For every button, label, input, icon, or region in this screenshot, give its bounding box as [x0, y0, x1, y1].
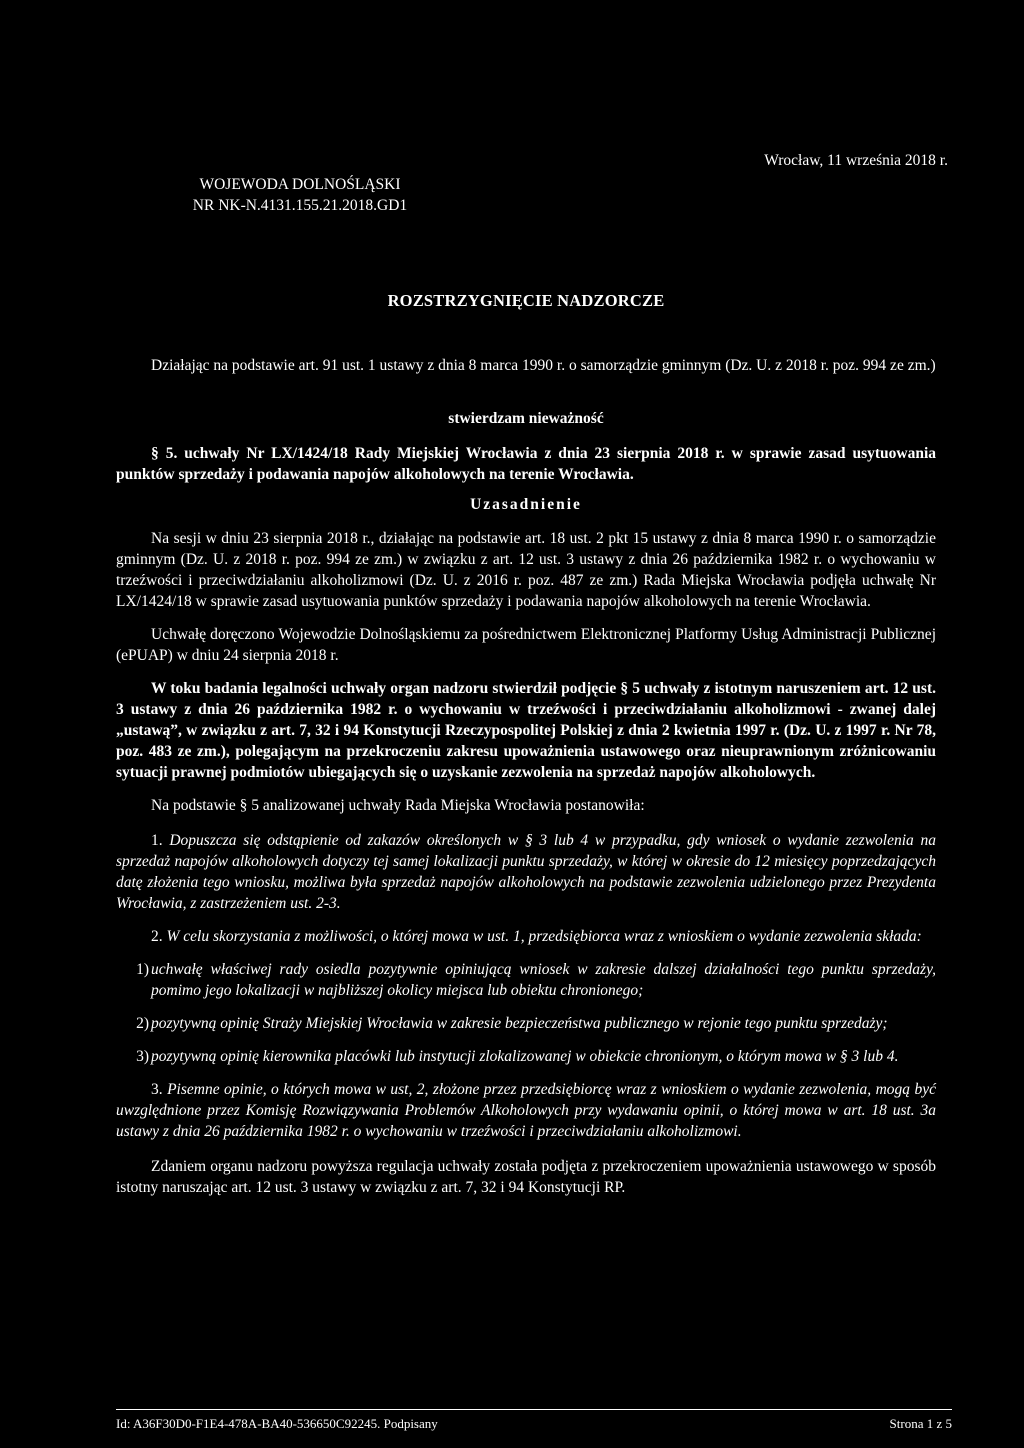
paragraph-session: Na sesji w dniu 23 sierpnia 2018 r., działając na podstawie art. 18 ust. 2 pkt 15 ustawy z dnia 8 marca 1990 r. o samorządzie gminnym (Dz. U. z 2018 r. poz. 994 ze zm.) w związku z art. 12 ust. 3 ustawy z dnia 26 października 1982 r. o wychowaniu w trzeźwości i przeciwdziałaniu alkoholizmowi (Dz. U. z 2016 r. poz. 487 ze zm.) Rada Miejska Wrocławia podjęła uchwałę Nr LX/1424/18 w sprawie zasad usytuowania punktów sprzedaży i podawania napojów alkoholowych na terenie Wrocławia.	[116, 530, 936, 610]
list-item-number: 3)	[136, 1048, 149, 1065]
paragraph-finding: W toku badania legalności uchwały organ nadzoru stwierdził podjęcie § 5 uchwały z istotnym naruszeniem art. 12 ust. 3 ustawy z dnia 26 października 1982 r. o wychowaniu w trzeźwości i przeciwdziałaniu alkoholizmowi - zwanej dalej „ustawą”, w związku z art. 7, 32 i 94 Konstytucji Rzeczypospolitej Polskiej z dnia 2 kwietnia 1997 r. (Dz. U. z 1997 r. Nr 78, poz. 483 ze zm.), polegającym na przekroczeniu zakresu upoważnienia ustawowego oraz nieuprawnionym zróżnicowaniu sytuacji prawnej podmiotów ubiegających się o uzyskanie zezwolenia na sprzedaż napojów alkoholowych.	[116, 680, 936, 781]
issuing-authority: WOJEWODA DOLNOŚLĄSKI	[199, 176, 401, 193]
quoted-clause-2	[116, 926, 936, 947]
quoted-clause-1	[116, 830, 936, 914]
paragraph-conclusion: Zdaniem organu nadzoru powyższa regulacja uchwały została podjęta z przekroczeniem upoważnienia ustawowego w sposób istotny naruszając art. 12 ust. 3 ustawy w związku z art. 7, 32 i 94 Konstytucji RP.	[116, 1158, 936, 1196]
justification-heading: Uzasadnienie	[470, 496, 582, 513]
list-item-text: pozytywną opinię kierownika placówki lub instytucji zlokalizowanej w obiekcie chronionym, o którym mowa w § 3 lub 4.	[151, 1048, 899, 1065]
intro-block	[116, 355, 936, 376]
place-date: Wrocław, 11 września 2018 r.	[764, 152, 948, 169]
list-item-number: 1)	[136, 961, 149, 978]
declaration: stwierdzam nieważność	[448, 410, 604, 427]
list-item	[116, 959, 936, 1001]
clause-number: 2.	[151, 928, 163, 945]
list-item-text: uchwałę właściwej rady osiedla pozytywnie opiniującą wniosek w zakresie dalszej działalności tego punktu sprzedaży, pomimo jego lokalizacji w najbliższej okolicy miejsca lub obiektu chronionego;	[151, 961, 936, 999]
list-item	[116, 1046, 936, 1067]
reference-number: NR NK-N.4131.155.21.2018.GD1	[192, 197, 408, 214]
clause-text: W celu skorzystania z możliwości, o której mowa w ust. 1, przedsiębiorca wraz z wnioskiem o wydanie zezwolenia składa:	[166, 928, 922, 945]
clause-text: Pisemne opinie, o których mowa w ust, 2, złożone przez przedsiębiorcę wraz z wnioskiem o wydanie zezwolenia, mogą być uwzględnione przez Komisję Rozwiązywania Problemów Alkoholowych przy wydawaniu opinii, o której mowa w art. 18 ust. 3a ustawy z dnia 26 października 1982 r. o wychowaniu w trzeźwości i przeciwdziałaniu alkoholizmowi.	[116, 1081, 936, 1140]
list-item-text: pozytywną opinię Straży Miejskiej Wrocławia w zakresie bezpieczeństwa publicznego w rejonie tego punktu sprzedaży;	[151, 1015, 888, 1032]
list-item-number: 2)	[136, 1015, 149, 1032]
list-item	[116, 1013, 936, 1034]
requirements-list	[116, 959, 936, 1067]
paragraph-delivery: Uchwałę doręczono Wojewodzie Dolnośląskiemu za pośrednictwem Elektronicznej Platformy Usług Administracji Publicznej (ePUAP) w dniu 24 sierpnia 2018 r.	[116, 626, 936, 664]
nullified-block	[116, 443, 936, 485]
nullified-provision: § 5. uchwały Nr LX/1424/18 Rady Miejskiej Wrocławia z dnia 23 sierpnia 2018 r. w sprawie zasad usytuowania punktów sprzedaży i podawania napojów alkoholowych na terenie Wrocławia.	[116, 445, 936, 483]
justification-body	[116, 528, 936, 1198]
clause-text: Dopuszcza się odstąpienie od zakazów określonych w § 3 lub 4 w przypadku, gdy wniosek o wydanie zezwolenia na sprzedaż napojów alkoholowych dotyczy tej samej lokalizacji punktu sprzedaży, w której w okresie do 12 miesięcy poprzedzających datę złożenia tego wniosku, możliwa była sprzedaż napojów alkoholowych na podstawie zezwolenia udzielonego przez Prezydenta Wrocławia, z zastrzeżeniem ust. 2-3.	[116, 832, 937, 912]
document-id: Id: A36F30D0-F1E4-478A-BA40-536650C92245. Podpisany	[116, 1416, 438, 1431]
quoted-clause-3	[116, 1079, 936, 1142]
paragraph-resolution-intro: Na podstawie § 5 analizowanej uchwały Rada Miejska Wrocławia postanowiła:	[151, 797, 645, 814]
page-footer	[116, 1409, 952, 1434]
page-number: Strona 1 z 5	[889, 1416, 952, 1431]
intro-paragraph: Działając na podstawie art. 91 ust. 1 ustawy z dnia 8 marca 1990 r. o samorządzie gminnym (Dz. U. z 2018 r. poz. 994 ze zm.)	[151, 357, 936, 374]
clause-number: 1.	[151, 832, 163, 849]
document-header-left	[140, 174, 460, 216]
clause-number: 3.	[151, 1081, 163, 1098]
document-title: ROZSTRZYGNIĘCIE NADZORCZE	[387, 291, 665, 310]
